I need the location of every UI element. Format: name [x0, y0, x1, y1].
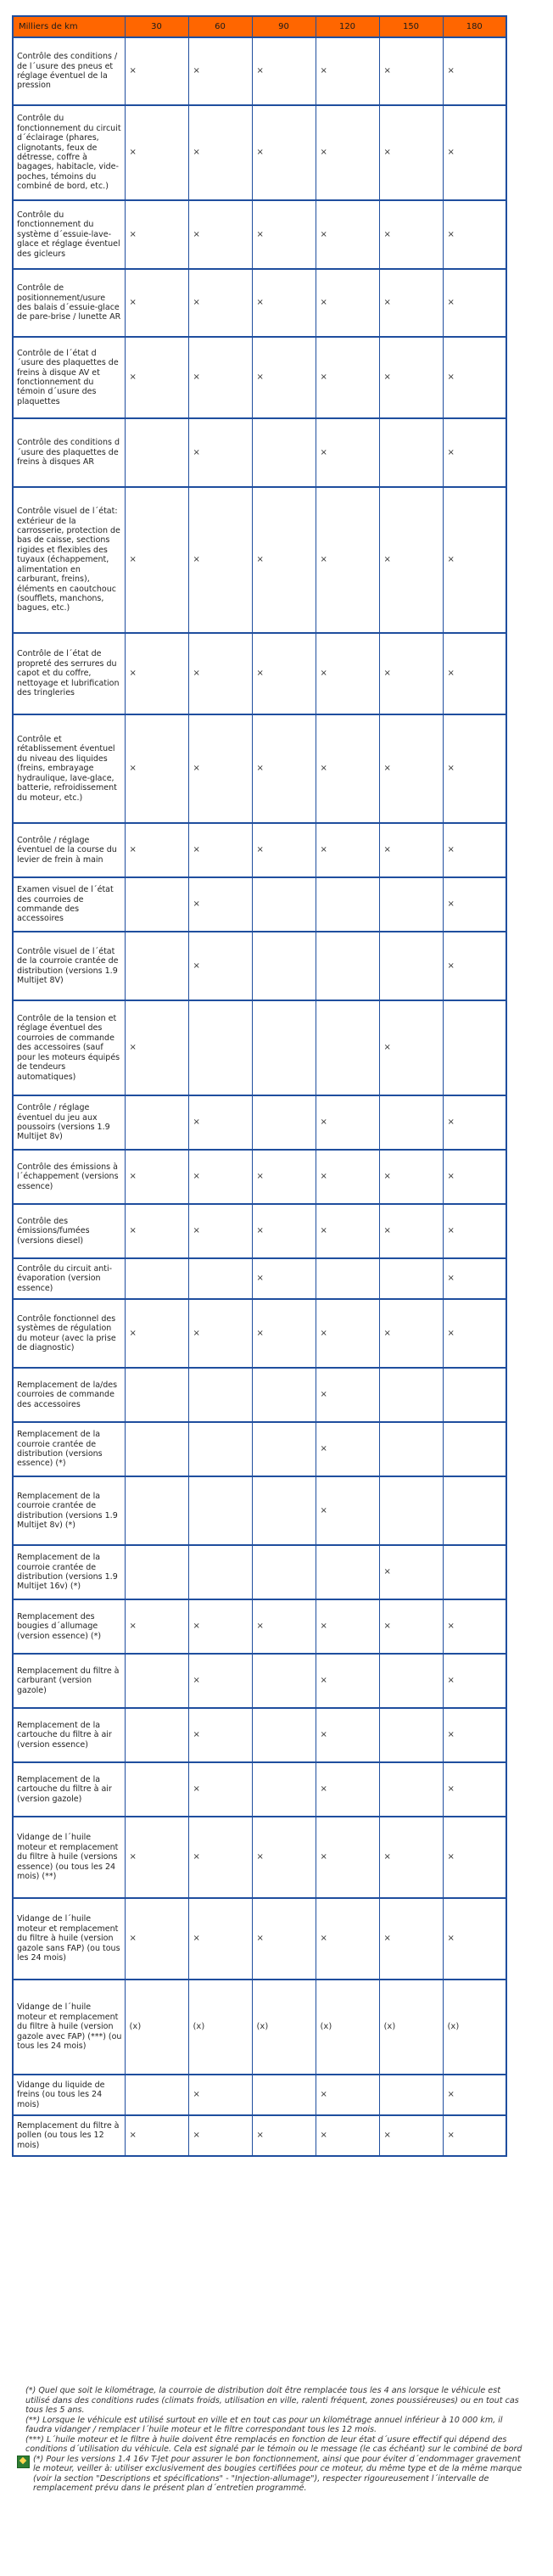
- interval-mark-cell: [188, 1422, 252, 1476]
- interval-mark-cell: ×: [443, 1817, 506, 1898]
- interval-mark-cell: ×: [188, 1762, 252, 1817]
- interval-mark-cell: ×: [252, 337, 316, 418]
- interval-mark-cell: (x): [443, 1980, 506, 2075]
- interval-mark-cell: ×: [443, 1599, 506, 1654]
- interval-mark-cell: ×: [316, 1422, 379, 1476]
- interval-mark-cell: ×: [252, 1204, 316, 1258]
- operation-cell: Contrôle des conditions / de l´usure des pneus et réglage éventuel de la pression: [13, 37, 125, 105]
- interval-mark-cell: [252, 1762, 316, 1817]
- interval-mark-cell: [443, 1368, 506, 1422]
- interval-mark-cell: [252, 1368, 316, 1422]
- header-interval: 90: [252, 16, 316, 37]
- interval-mark-cell: ×: [379, 1898, 443, 1980]
- interval-mark-cell: ×: [443, 1762, 506, 1817]
- interval-mark-cell: [125, 1708, 188, 1762]
- interval-mark-cell: [316, 1545, 379, 1599]
- table-row: [13, 1898, 506, 1980]
- interval-mark-cell: ×: [379, 337, 443, 418]
- maintenance-table: [12, 15, 507, 2157]
- interval-mark-cell: ×: [379, 487, 443, 633]
- table-row: [13, 200, 506, 269]
- interval-mark-cell: ×: [443, 37, 506, 105]
- table-row: [13, 823, 506, 877]
- interval-mark-cell: ×: [379, 269, 443, 337]
- interval-mark-cell: ×: [125, 487, 188, 633]
- interval-mark-cell: ×: [443, 1708, 506, 1762]
- interval-mark-cell: ×: [252, 714, 316, 823]
- interval-mark-cell: ×: [316, 1150, 379, 1204]
- interval-mark-cell: ×: [316, 1476, 379, 1545]
- interval-mark-cell: ×: [316, 633, 379, 714]
- interval-mark-cell: ×: [443, 269, 506, 337]
- interval-mark-cell: ×: [188, 823, 252, 877]
- interval-mark-cell: [379, 932, 443, 1000]
- interval-mark-cell: ×: [188, 932, 252, 1000]
- interval-mark-cell: [379, 1708, 443, 1762]
- operation-cell: Remplacement de la courroie crantée de distribution (versions 1.9 Multijet 16v) (*): [13, 1545, 125, 1599]
- table-row: [13, 1258, 506, 1299]
- interval-mark-cell: ×: [125, 823, 188, 877]
- operation-cell: Remplacement de la courroie crantée de distribution (versions 1.9 Multijet 8v) (*): [13, 1476, 125, 1545]
- table-row: [13, 418, 506, 487]
- interval-mark-cell: ×: [188, 2075, 252, 2115]
- interval-mark-cell: ×: [188, 1204, 252, 1258]
- table-row: [13, 1762, 506, 1817]
- interval-mark-cell: ×: [316, 1708, 379, 1762]
- interval-mark-cell: ×: [379, 1204, 443, 1258]
- interval-mark-cell: ×: [379, 823, 443, 877]
- interval-mark-cell: ×: [125, 1817, 188, 1898]
- operation-cell: Vidange de l´huile moteur et remplacement du filtre à huile (version gazole avec FAP) (***) (ou tous les 24 mois): [13, 1980, 125, 2075]
- table-row: [13, 1422, 506, 1476]
- footnote-with-icon: [17, 2455, 526, 2494]
- interval-mark-cell: ×: [188, 1299, 252, 1368]
- interval-mark-cell: ×: [443, 714, 506, 823]
- operation-cell: Remplacement de la/des courroies de commande des accessoires: [13, 1368, 125, 1422]
- interval-mark-cell: [188, 1476, 252, 1545]
- operation-cell: Contrôle visuel de l´état: extérieur de la carrosserie, protection de bas de caisse, sections rigides et flexibles des tuyaux (échappement, alimentation en carburant, freins), éléments en caoutchouc (soufflets, manchons, bagues, etc.): [13, 487, 125, 633]
- interval-mark-cell: ×: [125, 1000, 188, 1095]
- interval-mark-cell: ×: [188, 1708, 252, 1762]
- interval-mark-cell: ×: [443, 1204, 506, 1258]
- interval-mark-cell: [125, 1422, 188, 1476]
- interval-mark-cell: ×: [443, 1299, 506, 1368]
- interval-mark-cell: [125, 1654, 188, 1708]
- table-row: [13, 1476, 506, 1545]
- table-row: [13, 269, 506, 337]
- interval-mark-cell: [252, 877, 316, 932]
- footnote: (*) Pour les versions 1.4 16v T-Jet pour assurer le bon fonctionnement, ainsi que pour éviter d´endommager gravement le moteur, veiller à: utiliser exclusivement des bougies certifiées pour ce moteur, du même type et de la même marque (voir la section "Descriptions et spécifications" - "Injection-allumage"), respecter rigoureusement l´intervalle de remplacement prévu dans le présent plan d´entretien programmé.: [33, 2454, 522, 2493]
- interval-mark-cell: ×: [188, 1898, 252, 1980]
- interval-mark-cell: ×: [125, 633, 188, 714]
- interval-mark-cell: ×: [252, 269, 316, 337]
- interval-mark-cell: ×: [443, 932, 506, 1000]
- interval-mark-cell: ×: [316, 1654, 379, 1708]
- operation-cell: Remplacement du filtre à carburant (version gazole): [13, 1654, 125, 1708]
- interval-mark-cell: ×: [316, 1095, 379, 1150]
- operation-cell: Contrôle des émissions/fumées (versions diesel): [13, 1204, 125, 1258]
- interval-mark-cell: ×: [379, 1599, 443, 1654]
- interval-mark-cell: ×: [125, 1898, 188, 1980]
- table-row: [13, 1204, 506, 1258]
- header-interval: 180: [443, 16, 506, 37]
- interval-mark-cell: (x): [188, 1980, 252, 2075]
- interval-mark-cell: ×: [316, 1898, 379, 1980]
- interval-mark-cell: ×: [443, 1095, 506, 1150]
- footnotes: [17, 2386, 526, 2494]
- operation-cell: Remplacement de la courroie crantée de distribution (versions essence) (*): [13, 1422, 125, 1476]
- warning-icon: [17, 2456, 30, 2468]
- interval-mark-cell: ×: [188, 1095, 252, 1150]
- header-interval: 30: [125, 16, 188, 37]
- interval-mark-cell: ×: [252, 1817, 316, 1898]
- interval-mark-cell: [379, 2075, 443, 2115]
- table-row: [13, 932, 506, 1000]
- operation-cell: Contrôle des émissions à l´échappement (versions essence): [13, 1150, 125, 1204]
- interval-mark-cell: ×: [379, 1545, 443, 1599]
- interval-mark-cell: [125, 1368, 188, 1422]
- interval-mark-cell: [379, 1422, 443, 1476]
- interval-mark-cell: ×: [188, 269, 252, 337]
- interval-mark-cell: [188, 1000, 252, 1095]
- table-row: [13, 1708, 506, 1762]
- operation-cell: Vidange du liquide de freins (ou tous les 24 mois): [13, 2075, 125, 2115]
- operation-cell: Vidange de l´huile moteur et remplacement du filtre à huile (versions essence) (ou tous les 24 mois) (**): [13, 1817, 125, 1898]
- table-row: [13, 1980, 506, 2075]
- interval-mark-cell: [252, 1708, 316, 1762]
- interval-mark-cell: ×: [188, 37, 252, 105]
- interval-mark-cell: [252, 1095, 316, 1150]
- interval-mark-cell: ×: [188, 633, 252, 714]
- interval-mark-cell: [379, 418, 443, 487]
- interval-mark-cell: ×: [316, 1299, 379, 1368]
- interval-mark-cell: ×: [188, 1150, 252, 1204]
- interval-mark-cell: ×: [188, 200, 252, 269]
- interval-mark-cell: ×: [188, 1817, 252, 1898]
- interval-mark-cell: ×: [443, 2075, 506, 2115]
- interval-mark-cell: ×: [252, 487, 316, 633]
- header-row: [13, 16, 506, 37]
- interval-mark-cell: [125, 1258, 188, 1299]
- interval-mark-cell: [443, 1422, 506, 1476]
- interval-mark-cell: ×: [125, 1299, 188, 1368]
- interval-mark-cell: ×: [125, 105, 188, 200]
- header-interval: 60: [188, 16, 252, 37]
- interval-mark-cell: ×: [316, 487, 379, 633]
- interval-mark-cell: ×: [125, 200, 188, 269]
- interval-mark-cell: ×: [316, 105, 379, 200]
- footnote: (***) L´huile moteur et le filtre à huile doivent être remplacés en fonction de leur état d´usure effectif qui dépend des conditions d´utilisation du véhicule. Cela est signalé par le témoin ou le message (le cas échéant) sur le combiné de bord: [25, 2434, 522, 2454]
- interval-mark-cell: ×: [316, 2075, 379, 2115]
- operation-cell: Contrôle du fonctionnement du système d´essuie-lave-glace et réglage éventuel des gicleurs: [13, 200, 125, 269]
- interval-mark-cell: ×: [443, 105, 506, 200]
- interval-mark-cell: ×: [188, 877, 252, 932]
- interval-mark-cell: [188, 1258, 252, 1299]
- interval-mark-cell: ×: [188, 1599, 252, 1654]
- interval-mark-cell: ×: [188, 487, 252, 633]
- footnote: (**) Lorsque le véhicule est utilisé surtout en ville et en tout cas pour un kilométrage annuel inférieur à 10 000 km, il faudra vidanger / remplacer l´huile moteur et le filtre correspondant tous les 12 mois.: [25, 2415, 503, 2434]
- operation-cell: Contrôle du circuit anti-évaporation (version essence): [13, 1258, 125, 1299]
- operation-cell: Remplacement de la cartouche du filtre à air (version essence): [13, 1708, 125, 1762]
- header-km-label: Milliers de km: [13, 16, 125, 37]
- interval-mark-cell: ×: [316, 337, 379, 418]
- interval-mark-cell: ×: [443, 418, 506, 487]
- interval-mark-cell: (x): [379, 1980, 443, 2075]
- operation-cell: Contrôle des conditions d´usure des plaquettes de freins à disques AR: [13, 418, 125, 487]
- interval-mark-cell: ×: [316, 1762, 379, 1817]
- interval-mark-cell: ×: [316, 37, 379, 105]
- interval-mark-cell: ×: [379, 714, 443, 823]
- interval-mark-cell: ×: [316, 1368, 379, 1422]
- interval-mark-cell: ×: [379, 1000, 443, 1095]
- interval-mark-cell: [443, 1000, 506, 1095]
- table-row: [13, 877, 506, 932]
- table-row: [13, 1150, 506, 1204]
- interval-mark-cell: ×: [316, 418, 379, 487]
- table-row: [13, 1599, 506, 1654]
- interval-mark-cell: ×: [316, 1204, 379, 1258]
- interval-mark-cell: ×: [443, 633, 506, 714]
- footnote: (*) Quel que soit le kilométrage, la courroie de distribution doit être remplacée tous les 4 ans lorsque le véhicule est utilisé dans des conditions rudes (climats froids, utilisation en ville, ralenti fréquent, zones poussiéreuses) ou en tout cas tous les 5 ans.: [25, 2386, 519, 2415]
- interval-mark-cell: [125, 1476, 188, 1545]
- table-row: [13, 2115, 506, 2156]
- table-row: [13, 37, 506, 105]
- interval-mark-cell: [252, 418, 316, 487]
- interval-mark-cell: ×: [252, 1299, 316, 1368]
- interval-mark-cell: [443, 1545, 506, 1599]
- operation-cell: Contrôle du fonctionnement du circuit d´éclairage (phares, clignotants, feux de détresse, coffre à bagages, habitacle, vide-poches, témoins du combiné de bord, etc.): [13, 105, 125, 200]
- interval-mark-cell: [379, 1258, 443, 1299]
- table-row: [13, 633, 506, 714]
- interval-mark-cell: ×: [443, 1898, 506, 1980]
- interval-mark-cell: ×: [252, 105, 316, 200]
- interval-mark-cell: ×: [188, 714, 252, 823]
- operation-cell: Contrôle de la tension et réglage éventuel des courroies de commande des accessoires (sauf pour les moteurs équipés de tendeurs automatiques): [13, 1000, 125, 1095]
- interval-mark-cell: ×: [379, 105, 443, 200]
- interval-mark-cell: ×: [316, 1817, 379, 1898]
- table-row: [13, 105, 506, 200]
- interval-mark-cell: ×: [252, 1258, 316, 1299]
- interval-mark-cell: ×: [125, 269, 188, 337]
- operation-cell: Contrôle / réglage éventuel de la course du levier de frein à main: [13, 823, 125, 877]
- interval-mark-cell: ×: [379, 200, 443, 269]
- table-row: [13, 1000, 506, 1095]
- interval-mark-cell: [252, 1000, 316, 1095]
- interval-mark-cell: (x): [125, 1980, 188, 2075]
- interval-mark-cell: ×: [443, 1150, 506, 1204]
- interval-mark-cell: [188, 1368, 252, 1422]
- interval-mark-cell: [188, 1545, 252, 1599]
- interval-mark-cell: ×: [316, 2115, 379, 2156]
- maintenance-schedule: [12, 15, 506, 2157]
- interval-mark-cell: [252, 1476, 316, 1545]
- interval-mark-cell: [316, 1000, 379, 1095]
- operation-cell: Contrôle visuel de l´état de la courroie crantée de distribution (versions 1.9 Multijet 8V): [13, 932, 125, 1000]
- interval-mark-cell: ×: [188, 418, 252, 487]
- table-row: [13, 1095, 506, 1150]
- interval-mark-cell: [125, 932, 188, 1000]
- interval-mark-cell: [252, 2075, 316, 2115]
- operation-cell: Contrôle fonctionnel des systèmes de régulation du moteur (avec la prise de diagnostic): [13, 1299, 125, 1368]
- operation-cell: Contrôle de l´état d´usure des plaquettes de freins à disque AV et fonctionnement du témoin d´usure des plaquettes: [13, 337, 125, 418]
- operation-cell: Remplacement des bougies d´allumage (version essence) (*): [13, 1599, 125, 1654]
- interval-mark-cell: [379, 1476, 443, 1545]
- interval-mark-cell: ×: [316, 1599, 379, 1654]
- interval-mark-cell: [125, 1095, 188, 1150]
- interval-mark-cell: ×: [443, 1258, 506, 1299]
- interval-mark-cell: ×: [443, 823, 506, 877]
- interval-mark-cell: ×: [379, 633, 443, 714]
- table-row: [13, 714, 506, 823]
- interval-mark-cell: [379, 1654, 443, 1708]
- interval-mark-cell: ×: [379, 2115, 443, 2156]
- interval-mark-cell: ×: [252, 200, 316, 269]
- table-row: [13, 1817, 506, 1898]
- interval-mark-cell: ×: [443, 200, 506, 269]
- interval-mark-cell: ×: [379, 37, 443, 105]
- interval-mark-cell: ×: [316, 823, 379, 877]
- interval-mark-cell: ×: [443, 337, 506, 418]
- interval-mark-cell: ×: [125, 1204, 188, 1258]
- interval-mark-cell: ×: [379, 1817, 443, 1898]
- interval-mark-cell: ×: [252, 1898, 316, 1980]
- interval-mark-cell: ×: [125, 37, 188, 105]
- operation-cell: Vidange de l´huile moteur et remplacement du filtre à huile (version gazole sans FAP) (ou tous les 24 mois): [13, 1898, 125, 1980]
- interval-mark-cell: ×: [188, 337, 252, 418]
- interval-mark-cell: [379, 877, 443, 932]
- interval-mark-cell: [379, 1368, 443, 1422]
- interval-mark-cell: ×: [443, 2115, 506, 2156]
- interval-mark-cell: ×: [252, 37, 316, 105]
- operation-cell: Remplacement du filtre à pollen (ou tous les 12 mois): [13, 2115, 125, 2156]
- table-row: [13, 1654, 506, 1708]
- interval-mark-cell: ×: [252, 2115, 316, 2156]
- interval-mark-cell: ×: [252, 633, 316, 714]
- interval-mark-cell: (x): [252, 1980, 316, 2075]
- table-row: [13, 1299, 506, 1368]
- interval-mark-cell: ×: [125, 337, 188, 418]
- interval-mark-cell: ×: [188, 105, 252, 200]
- interval-mark-cell: ×: [125, 714, 188, 823]
- interval-mark-cell: [316, 1258, 379, 1299]
- operation-cell: Contrôle et rétablissement éventuel du niveau des liquides (freins, embrayage hydraulique, lave-glace, batterie, refroidissement du moteur, etc.): [13, 714, 125, 823]
- interval-mark-cell: [125, 877, 188, 932]
- interval-mark-cell: [125, 1545, 188, 1599]
- interval-mark-cell: [316, 877, 379, 932]
- interval-mark-cell: [125, 418, 188, 487]
- interval-mark-cell: ×: [252, 1150, 316, 1204]
- operation-cell: Contrôle de positionnement/usure des balais d´essuie-glace de pare-brise / lunette AR: [13, 269, 125, 337]
- operation-cell: Contrôle de l´état de propreté des serrures du capot et du coffre, nettoyage et lubrification des tringleries: [13, 633, 125, 714]
- interval-mark-cell: ×: [125, 2115, 188, 2156]
- table-row: [13, 1368, 506, 1422]
- interval-mark-cell: ×: [188, 2115, 252, 2156]
- interval-mark-cell: [379, 1095, 443, 1150]
- interval-mark-cell: ×: [252, 1599, 316, 1654]
- interval-mark-cell: ×: [443, 877, 506, 932]
- interval-mark-cell: [443, 1476, 506, 1545]
- interval-mark-cell: [252, 1545, 316, 1599]
- interval-mark-cell: [125, 2075, 188, 2115]
- table-row: [13, 337, 506, 418]
- interval-mark-cell: ×: [316, 714, 379, 823]
- header-interval: 150: [379, 16, 443, 37]
- interval-mark-cell: ×: [188, 1654, 252, 1708]
- interval-mark-cell: ×: [316, 200, 379, 269]
- table-row: [13, 487, 506, 633]
- interval-mark-cell: [252, 1654, 316, 1708]
- header-interval: 120: [316, 16, 379, 37]
- interval-mark-cell: ×: [443, 1654, 506, 1708]
- interval-mark-cell: [252, 1422, 316, 1476]
- operation-cell: Examen visuel de l´état des courroies de commande des accessoires: [13, 877, 125, 932]
- table-row: [13, 1545, 506, 1599]
- interval-mark-cell: ×: [125, 1599, 188, 1654]
- interval-mark-cell: [379, 1762, 443, 1817]
- interval-mark-cell: ×: [379, 1299, 443, 1368]
- interval-mark-cell: ×: [379, 1150, 443, 1204]
- interval-mark-cell: ×: [252, 823, 316, 877]
- interval-mark-cell: [252, 932, 316, 1000]
- interval-mark-cell: ×: [316, 269, 379, 337]
- table-row: [13, 2075, 506, 2115]
- operation-cell: Remplacement de la cartouche du filtre à air (version gazole): [13, 1762, 125, 1817]
- interval-mark-cell: ×: [125, 1150, 188, 1204]
- interval-mark-cell: [125, 1762, 188, 1817]
- operation-cell: Contrôle / réglage éventuel du jeu aux poussoirs (versions 1.9 Multijet 8v): [13, 1095, 125, 1150]
- interval-mark-cell: [316, 932, 379, 1000]
- interval-mark-cell: (x): [316, 1980, 379, 2075]
- interval-mark-cell: ×: [443, 487, 506, 633]
